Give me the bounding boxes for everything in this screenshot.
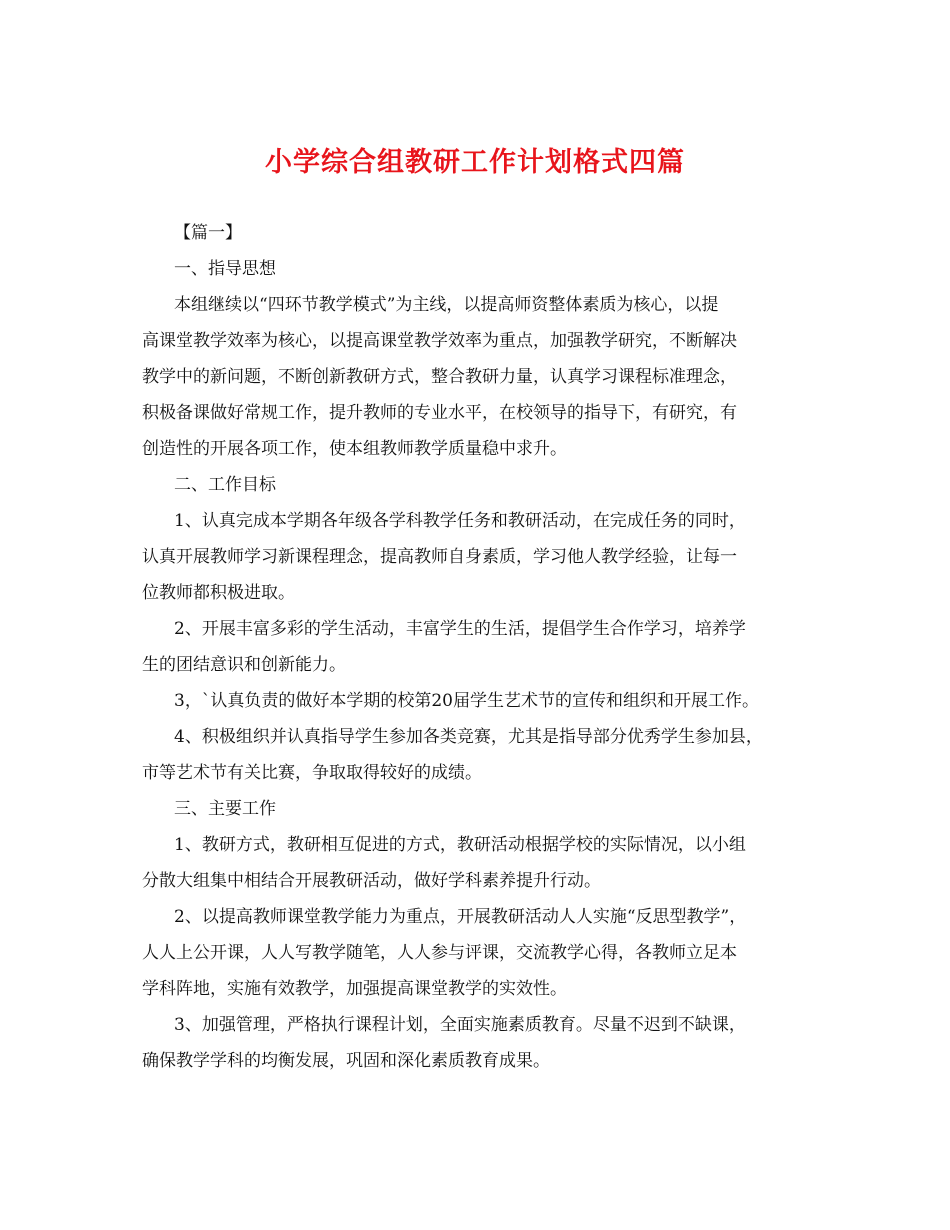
- paragraph-line: 创造性的开展各项工作，使本组教师教学质量稳中求升。: [142, 439, 567, 459]
- heading-main-work: 三、主要工作: [174, 799, 276, 819]
- paragraph-line: 确保教学学科的均衡发展，巩固和深化素质教育成果。: [142, 1051, 550, 1071]
- paragraph-line: 3、加强管理，严格执行课程计划，全面实施素质教育。尽量不迟到不缺课，: [174, 1015, 746, 1035]
- paragraph-line: 4、积极组织并认真指导学生参加各类竞赛，尤其是指导部分优秀学生参加县，: [174, 727, 763, 747]
- paragraph-line: 学科阵地，实施有效教学，加强提高课堂教学的实效性。: [142, 979, 567, 999]
- heading-guiding-ideology: 一、指导思想: [174, 259, 276, 279]
- section-label: 【篇一】: [174, 223, 242, 243]
- paragraph-line: 2、以提高教师课堂教学能力为重点，开展教研活动人人实施“反思型教学”，: [174, 907, 747, 927]
- heading-work-goals: 二、工作目标: [174, 475, 276, 495]
- paragraph-line: 市等艺术节有关比赛，争取取得较好的成绩。: [142, 763, 482, 783]
- paragraph-line: 分散大组集中相结合开展教研活动，做好学科素养提升行动。: [142, 871, 601, 891]
- paragraph-line: 1、教研方式，教研相互促进的方式，教研活动根据学校的实际情况，以小组: [174, 835, 746, 855]
- paragraph-line: 2、开展丰富多彩的学生活动，丰富学生的生活，提倡学生合作学习，培养学: [174, 619, 746, 639]
- paragraph-line: 教学中的新问题，不断创新教研方式，整合教研力量，认真学习课程标准理念，: [142, 367, 737, 387]
- paragraph-line: 位教师都积极进取。: [142, 583, 295, 603]
- paragraph-line: 人人上公开课，人人写教学随笔，人人参与评课，交流教学心得，各教师立足本: [142, 943, 737, 963]
- paragraph-line: 高课堂教学效率为核心，以提高课堂教学效率为重点，加强教学研究，不断解决: [142, 331, 737, 351]
- paragraph-line: 本组继续以“四环节教学模式”为主线，以提高师资整体素质为核心，以提: [174, 295, 719, 315]
- document-title: 小学综合组教研工作计划格式四篇: [265, 147, 685, 178]
- paragraph-line: 认真开展教师学习新课程理念，提高教师自身素质，学习他人教学经验，让每一: [142, 547, 737, 567]
- paragraph-line: 3，`认真负责的做好本学期的校第20届学生艺术节的宣传和组织和开展工作。: [174, 691, 759, 711]
- paragraph-line: 1、认真完成本学期各年级各学科教学任务和教研活动，在完成任务的同时，: [174, 511, 746, 531]
- paragraph-line: 生的团结意识和创新能力。: [142, 655, 346, 675]
- paragraph-line: 积极备课做好常规工作，提升教师的专业水平，在校领导的指导下，有研究，有: [142, 403, 737, 423]
